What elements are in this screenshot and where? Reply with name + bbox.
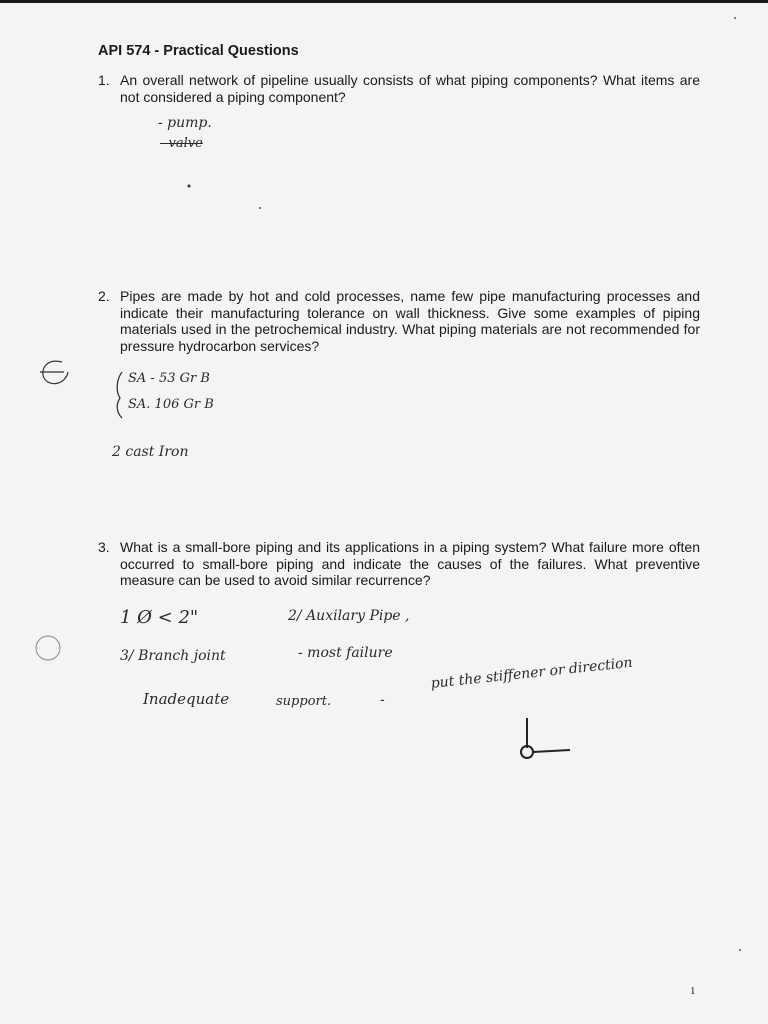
question-number: 2.	[98, 288, 110, 304]
document-title: API 574 - Practical Questions	[98, 43, 299, 59]
handwritten-answer-inadequate: Inadequate	[143, 690, 230, 708]
handwritten-answer-sa53: SA - 53 Gr B	[128, 371, 210, 386]
speck-mark	[188, 185, 191, 188]
speck-mark	[739, 949, 741, 951]
handwritten-answer-branch-joint: 3/ Branch joint	[120, 648, 226, 664]
handwritten-answer-sa106: SA. 106 Gr B	[128, 397, 214, 412]
handwritten-answer-support: support.	[276, 694, 332, 709]
handwritten-answer-auxiliary-pipe: 2/ Auxilary Pipe ,	[288, 608, 410, 624]
handwritten-answer-pump: - pump.	[158, 115, 212, 131]
answer-brace-mark	[117, 372, 122, 418]
handwritten-answer-valve-struck: - valve	[160, 136, 203, 151]
question-text: An overall network of pipeline usually consists of what piping components? What items are not considered a piping component?	[120, 72, 700, 105]
handwritten-answer-cast-iron: 2 cast Iron	[112, 444, 189, 460]
page-number: 1	[690, 985, 696, 997]
handwritten-answer-stiffener: put the stiffener or direction	[430, 654, 634, 692]
margin-hole-mark	[36, 636, 60, 660]
handwritten-dash: -	[380, 692, 385, 708]
question-number: 3.	[98, 539, 110, 555]
sketch-horizontal-line	[533, 750, 570, 752]
speck-mark	[259, 207, 261, 209]
question-text: Pipes are made by hot and cold processes, name few pipe manufacturing processes and indicate their manufacturing tolerance on wall thickness. Give some examples of piping materials used in the petrochemical industry. What piping materials are not recommended for pressure hydrocarbon services?	[120, 288, 700, 354]
handwritten-answer-diameter: 1 Ø < 2"	[120, 607, 199, 628]
handwritten-answer-most-failure: - most failure	[298, 645, 393, 661]
question-text: What is a small-bore piping and its applications in a piping system? What failure more often occurred to small-bore piping and indicate the causes of the failures. What preventive measure can be used to avoid similar recurrence?	[120, 539, 700, 588]
speck-mark	[734, 17, 736, 19]
question-number: 1.	[98, 72, 110, 88]
